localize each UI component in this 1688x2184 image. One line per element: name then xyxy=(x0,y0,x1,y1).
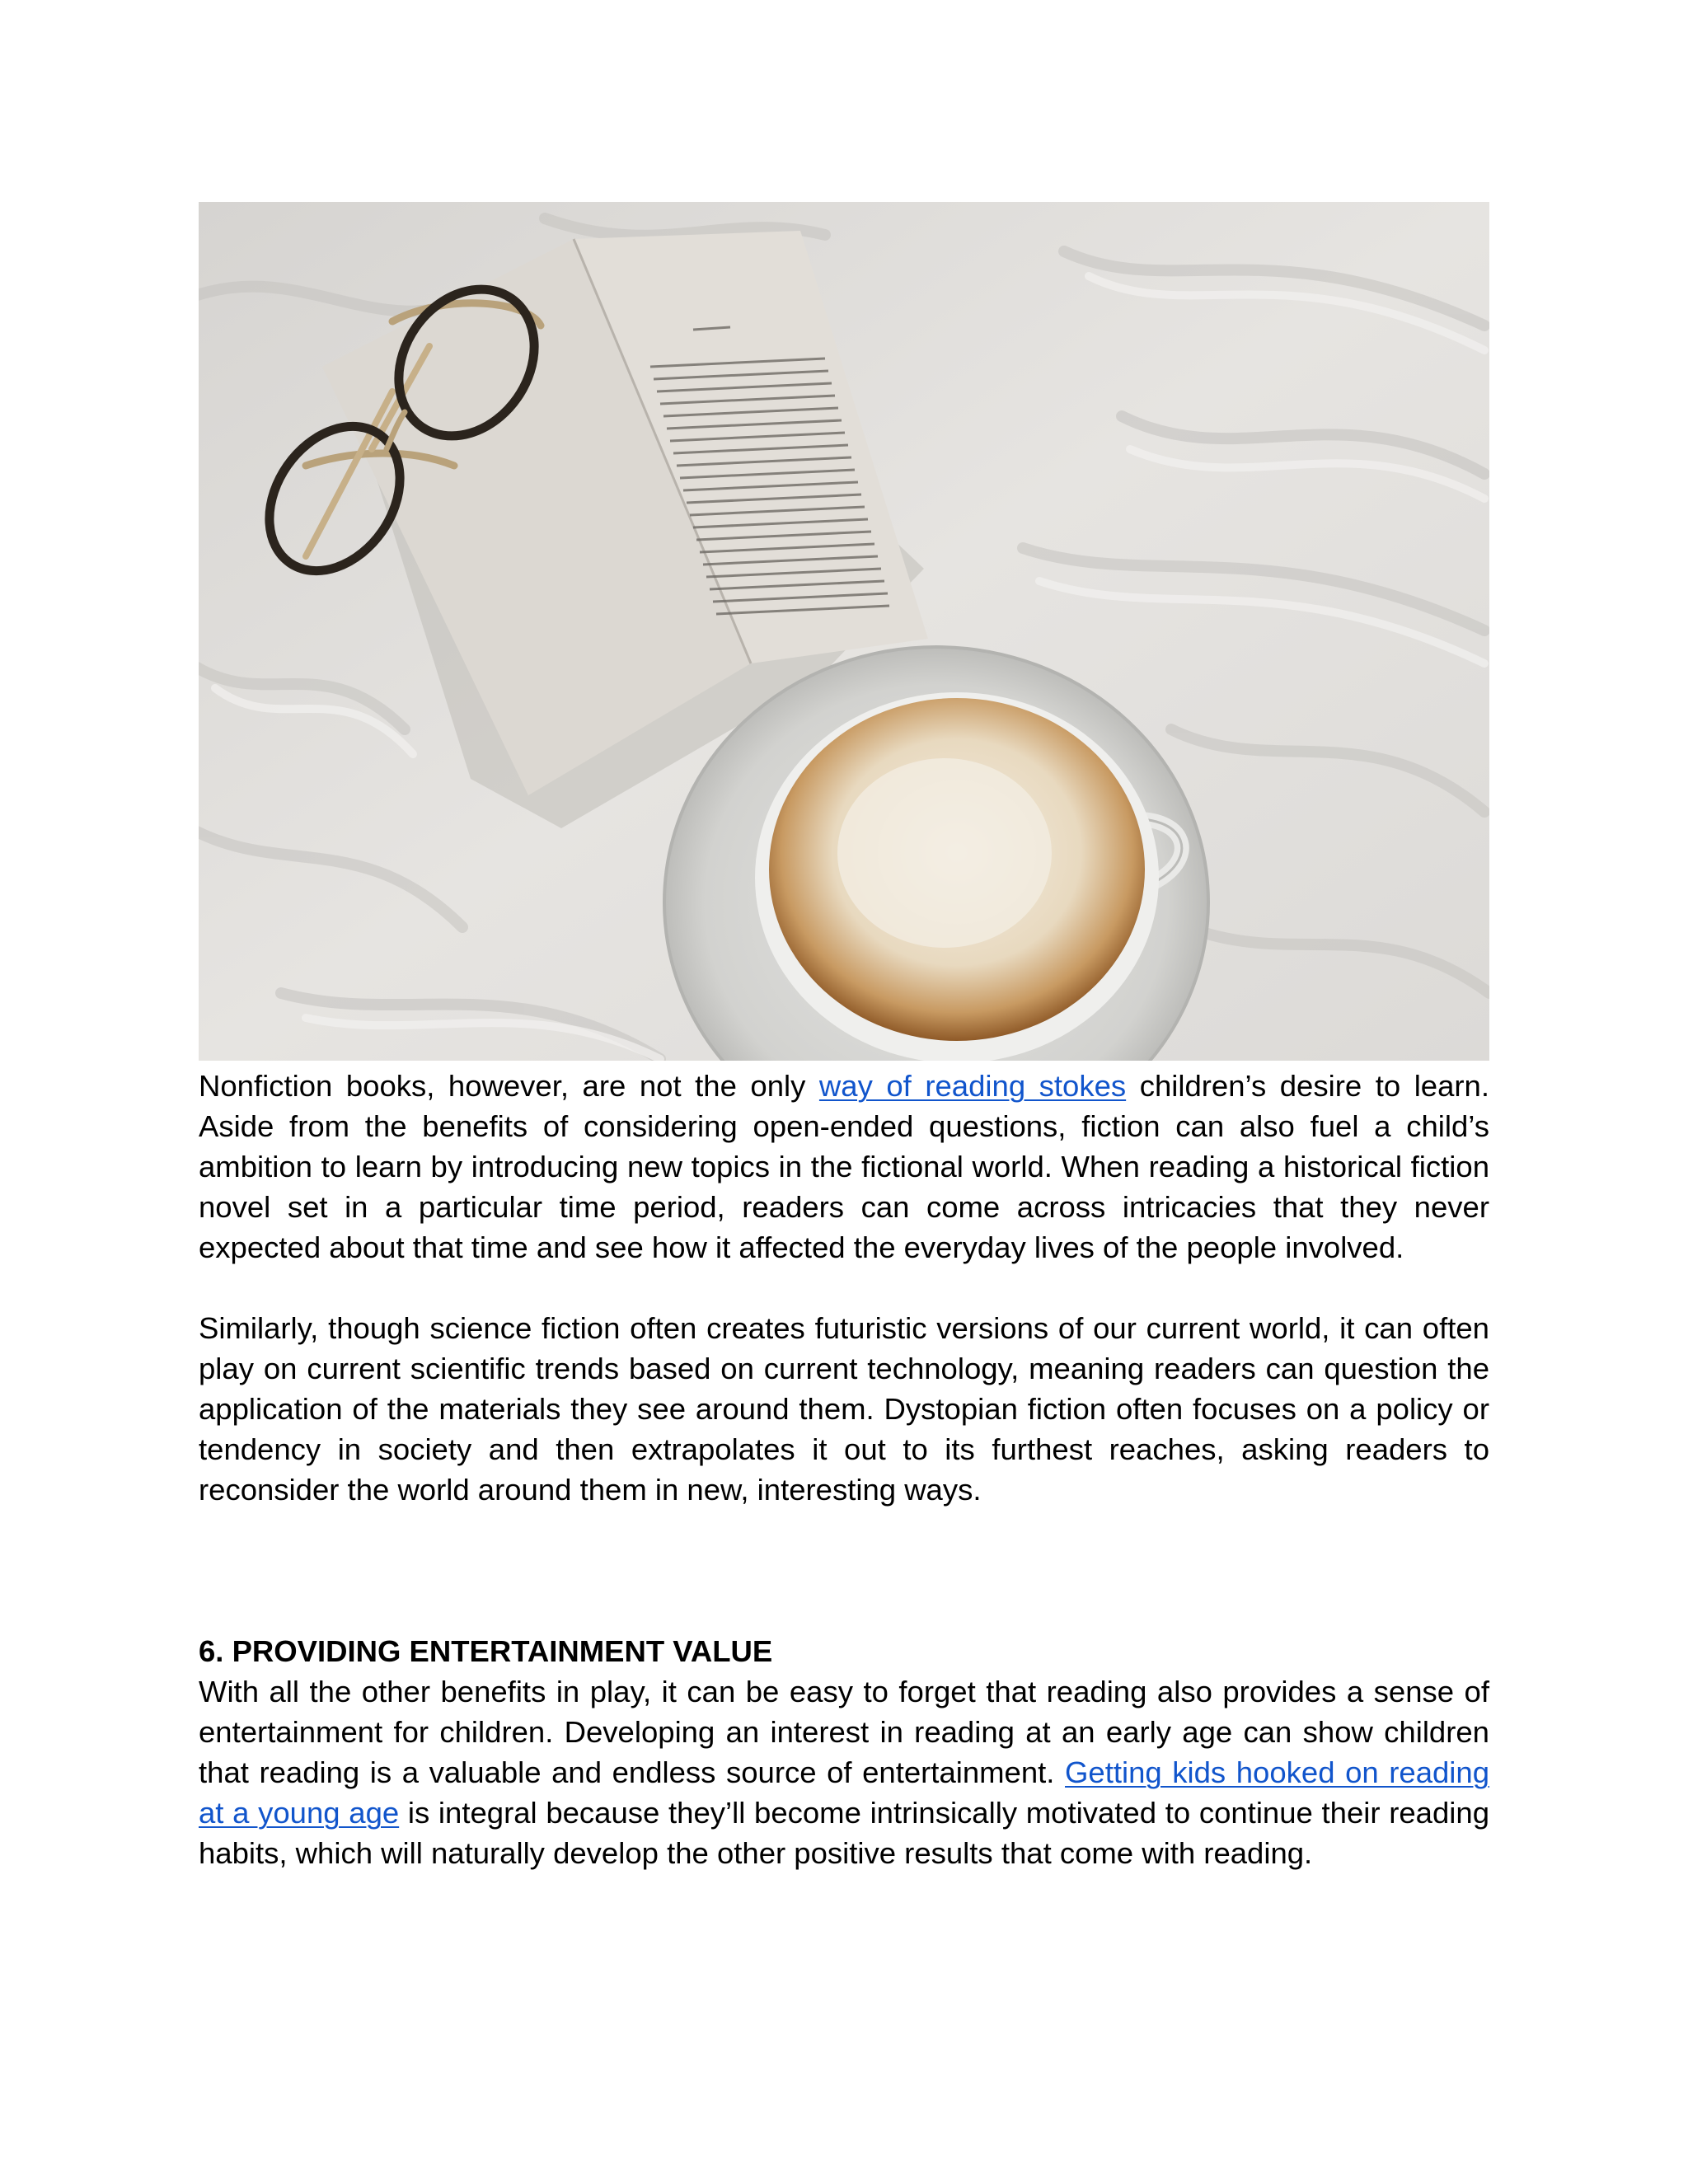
section-6-text-end: is integral because they’ll become intrinsically motivated to continue their reading habits, which will naturally develop the other positive results that come with reading. xyxy=(199,1796,1489,1870)
section-6-heading: 6. PROVIDING ENTERTAINMENT VALUE xyxy=(199,1634,773,1668)
way-of-reading-link[interactable]: way of reading stokes xyxy=(818,1069,1127,1103)
paragraph-1 xyxy=(199,1066,1489,1268)
photo-illustration xyxy=(199,202,1489,1061)
page-content xyxy=(199,202,1489,1873)
paragraph-2: Similarly, though science fiction often creates futuristic versions of our current world, it can often play on current scientific trends based on current technology, meaning readers can question the application of the materials they see around them. Dystopian fiction often focuses on a policy or tendency in society and then extrapolates it out to its furthest reaches, asking readers to reconsider the world around them in new, interesting ways. xyxy=(199,1311,1489,1507)
section-6-paragraph xyxy=(199,1671,1489,1873)
book-coffee-photo xyxy=(199,202,1489,1061)
hooked-on-reading-link[interactable]: Getting kids hooked on reading at a young age xyxy=(199,1755,1489,1830)
paragraph-1-text-start: Nonfiction books, however, are not the only xyxy=(199,1069,819,1103)
section-6-text-start: With all the other benefits in play, it can be easy to forget that reading also provides a sense of entertainment for children. Developing an interest in reading at an early age can show children that reading is a valuable and endless source of entertainment. xyxy=(199,1675,1489,1789)
paragraph-1-text-end: children’s desire to learn. Aside from the benefits of considering open-ended questions, fiction can also fuel a child’s ambition to learn by introducing new topics in the fictional world. When reading a historical fiction novel set in a particular time period, readers can come across intricacies that they never expected about that time and see how it affected the everyday lives of the people involved. xyxy=(199,1069,1489,1264)
